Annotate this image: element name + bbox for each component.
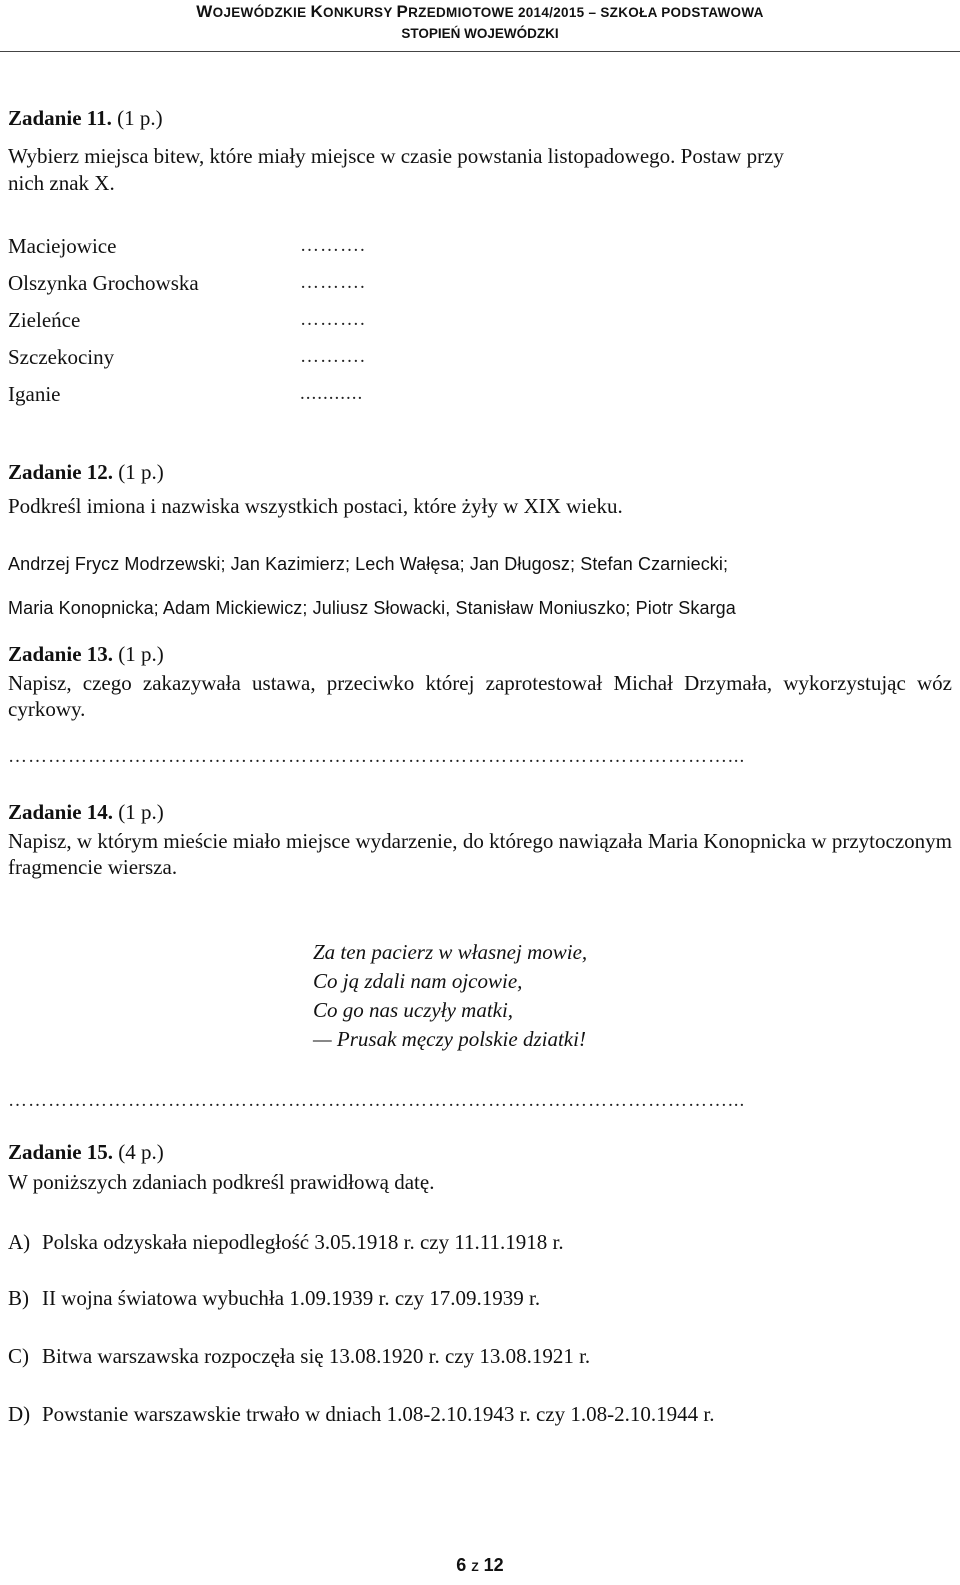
task11-option-blank[interactable]: ………. [300,235,366,256]
task11-instruction-line2: nich znak X. [8,171,115,195]
task11-title [8,106,163,131]
task12-points: (1 p.) [113,460,164,484]
task15-item-letter: C) [8,1344,29,1368]
task11-option-blank[interactable]: ........... [300,383,364,404]
task15-title [8,1140,164,1165]
poem-line: Co ją zdali nam ojcowie, [313,969,523,993]
task11-option-name: Zieleńce [8,308,81,332]
poem-line: Za ten pacierz w własnej mowie, [313,940,588,964]
task11-option-name: Szczekociny [8,345,115,369]
header-title-part: P [396,2,409,21]
task15-instruction: W poniższych zdaniach podkreśl prawidłową datę. [8,1170,435,1194]
page-total: 12 [483,1555,504,1575]
task11-option-blank[interactable]: ………. [300,346,366,367]
task15-item-text[interactable]: Powstanie warszawskie trwało w dniach 1.08-2.10.1943 r. czy 1.08-2.10.1944 r. [42,1402,715,1426]
task14-title [8,800,164,825]
page-separator: Z [471,1560,479,1574]
task13-title [8,642,164,667]
task12-instruction: Podkreśl imiona i nazwiska wszystkich postaci, które żyły w XIX wieku. [8,494,623,518]
task13-points: (1 p.) [113,642,164,666]
task11-option-name: Maciejowice [8,234,117,258]
task11-instruction-line1: Wybierz miejsca bitew, które miały miejsce w czasie powstania listopadowego. Postaw przy [8,144,784,168]
header-title-part: K [310,2,324,21]
header-title-part: W [196,2,213,21]
poem-line: Co go nas uczyły matki, [313,998,514,1022]
task15-points: (4 p.) [113,1140,164,1164]
page-number [0,1555,960,1576]
task11-option-name: Olszynka Grochowska [8,271,199,295]
task14-answer-line[interactable]: ………………………………………………………………………………………………... [8,1090,746,1111]
poem-line: — Prusak męczy polskie dziatki! [313,1027,586,1051]
task15-item-letter: D) [8,1402,31,1426]
task11-points: (1 p.) [111,106,163,130]
header-subtitle: STOPIEŃ WOJEWÓDZKI [401,26,559,41]
header-divider [0,51,960,52]
header-title-part: ONKURSY [323,5,397,20]
task14-points: (1 p.) [113,800,164,824]
task12-names-line1[interactable]: Andrzej Frycz Modrzewski; Jan Kazimierz; Lech Wałęsa; Jan Długosz; Stefan Czarniecki; [8,554,729,574]
page-current: 6 [456,1555,467,1575]
task14-label: Zadanie 14. [8,800,114,824]
header-title-part: RZEDMIOTOWE 2014/2015 – SZKOŁA PODSTAWOWA [408,5,764,20]
header-title [0,2,960,22]
task13-label: Zadanie 13. [8,642,114,666]
task12-names-line2[interactable]: Maria Konopnicka; Adam Mickiewicz; Juliusz Słowacki, Stanisław Moniuszko; Piotr Skarga [8,598,736,618]
task11-label: Zadanie 11. [8,106,112,130]
task15-item-letter: A) [8,1230,31,1254]
task15-item-letter: B) [8,1286,29,1310]
task14-instruction: Napisz, w którym mieście miało miejsce wydarzenie, do którego nawiązała Maria Konopnicka w przytoczonym fragmencie wiersza. [8,829,952,879]
task15-label: Zadanie 15. [8,1140,114,1164]
task11-option-name: Iganie [8,382,61,406]
task15-item-text[interactable]: Bitwa warszawska rozpoczęła się 13.08.1920 r. czy 13.08.1921 r. [42,1344,591,1368]
task13-instruction: Napisz, czego zakazywała ustawa, przeciwko której zaprotestował Michał Drzymała, wykorzystując wóz cyrkowy. [8,671,952,721]
task12-label: Zadanie 12. [8,460,114,484]
task12-title [8,460,164,485]
task11-option-blank[interactable]: ………. [300,272,366,293]
task11-option-blank[interactable]: ………. [300,309,366,330]
header-title-part: OJEWÓDZKIE [212,5,311,20]
task13-answer-line[interactable]: ………………………………………………………………………………………………... [8,746,746,767]
task15-item-text[interactable]: Polska odzyskała niepodległość 3.05.1918 r. czy 11.11.1918 r. [42,1230,564,1254]
task15-item-text[interactable]: II wojna światowa wybuchła 1.09.1939 r. czy 17.09.1939 r. [42,1286,541,1310]
